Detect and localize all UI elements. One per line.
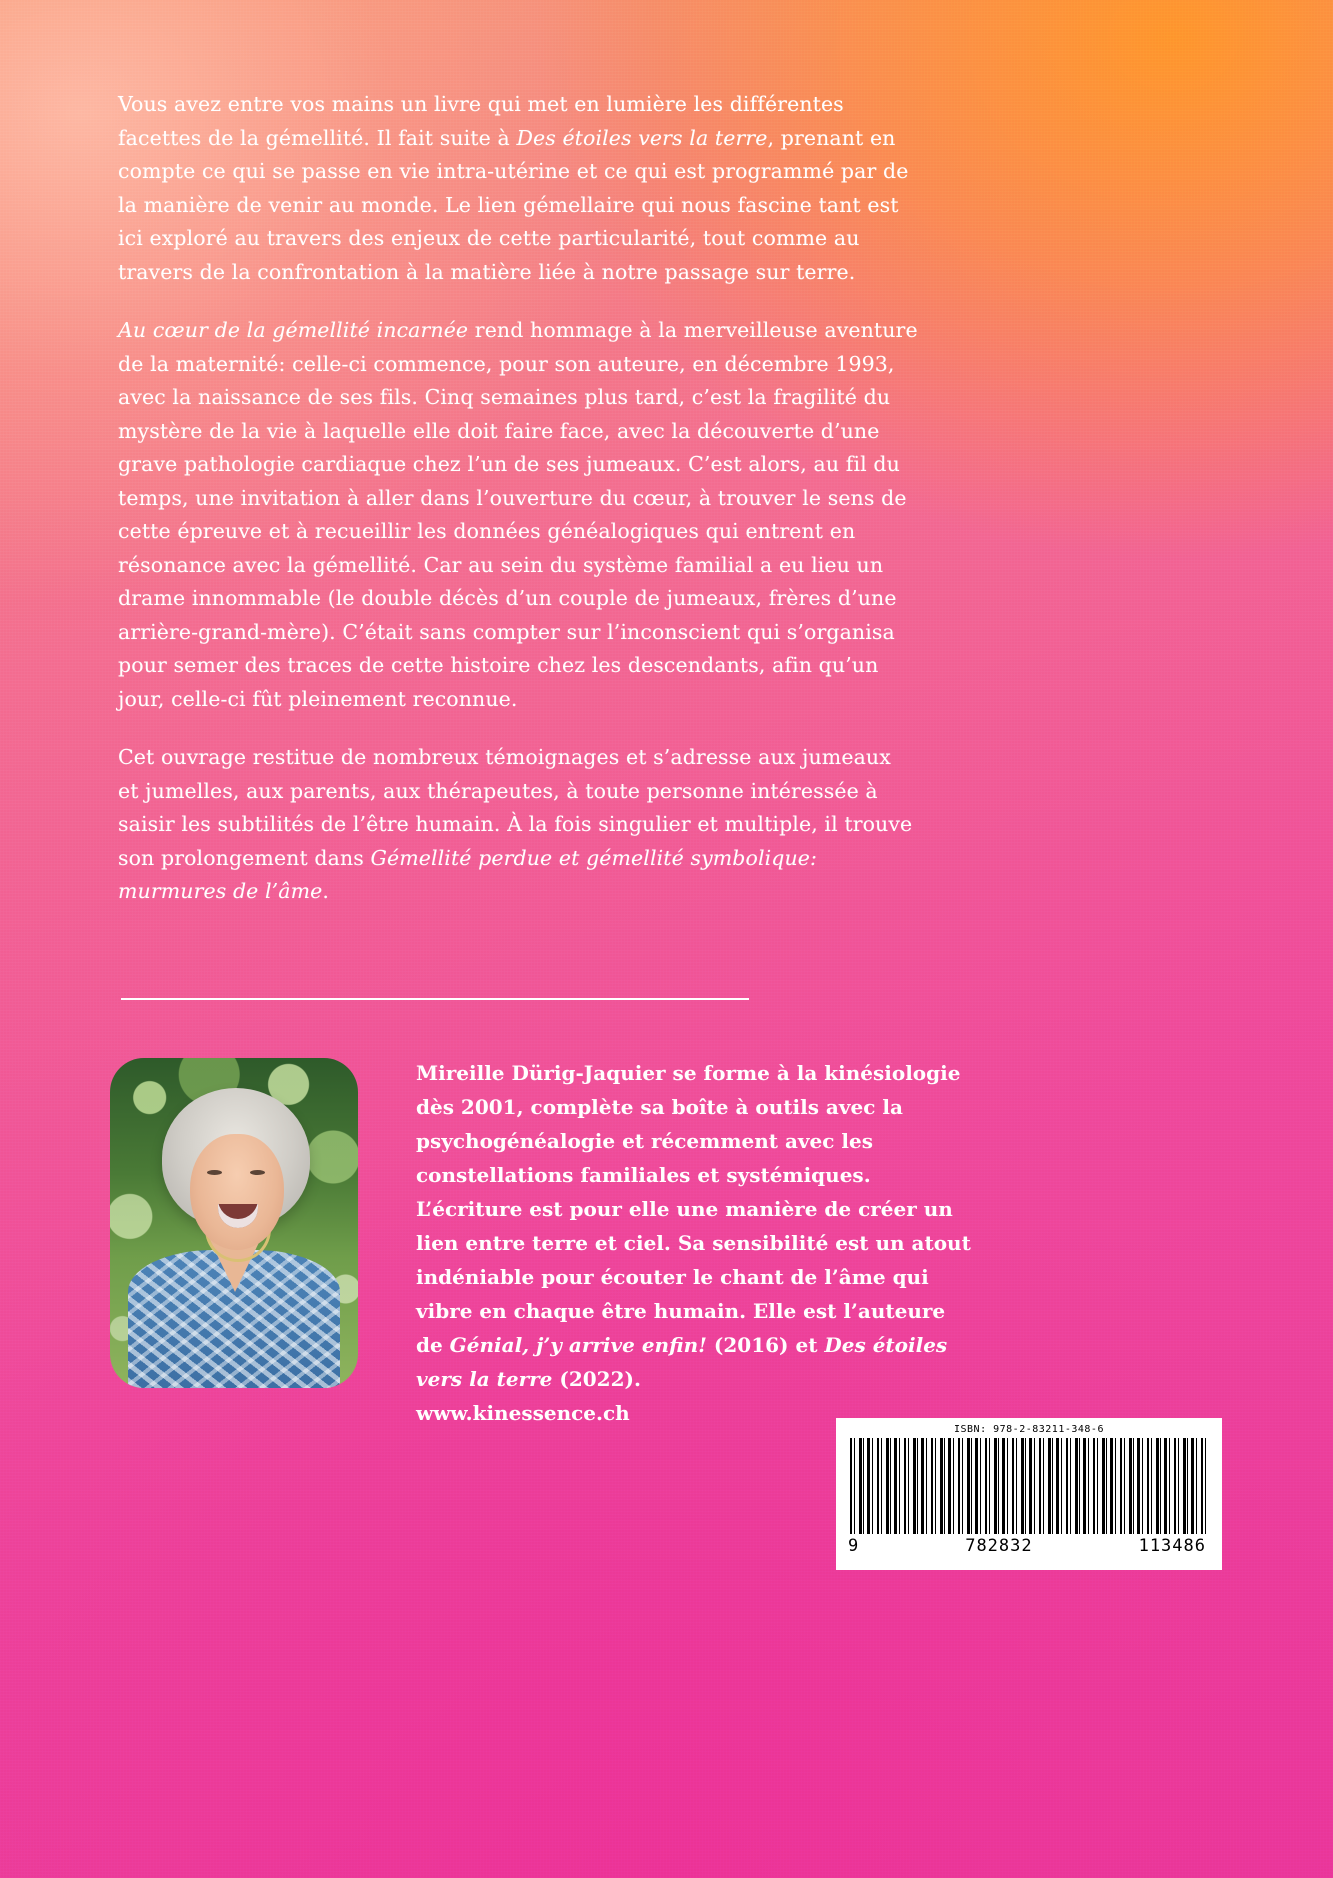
photo-face — [190, 1134, 284, 1250]
author-website[interactable]: www.kinessence.ch — [416, 1401, 630, 1425]
italic-title-run: Gémellité perdue et gémellité symbolique: murmures de l’âme — [118, 845, 818, 903]
italic-title-run: Des étoiles vers la terre — [416, 1333, 948, 1391]
photo-eye-left — [207, 1170, 222, 1175]
barcode-digit-group-1: 782832 — [965, 1536, 1033, 1556]
blurb-paragraph-1 — [118, 88, 918, 289]
text-run: (2022). — [552, 1367, 641, 1391]
italic-title-run: Génial, j’y arrive enfin! — [449, 1333, 707, 1357]
blurb-paragraph-3 — [118, 741, 918, 909]
barcode-digits — [846, 1534, 1212, 1556]
italic-title-run: Au cœur de la gémellité incarnée — [118, 318, 469, 342]
author-biography — [416, 1056, 976, 1430]
author-bio-text — [416, 1061, 971, 1391]
text-run: Vous avez entre vos mains un livre qui met en lumière les différentes facettes de la gémellité. Il fait suite à — [118, 92, 844, 150]
barcode-digit-left: 9 — [848, 1536, 860, 1556]
barcode — [836, 1418, 1222, 1570]
section-divider — [121, 998, 749, 1000]
text-run: Mireille Dürig-Jaquier se forme à la kinésiologie dès 2001, complète sa boîte à outils avec la psychogénéalogie et récemment avec les constellations familiales et systémiques. L’écriture est pour elle une manière de créer un lien entre terre et ciel. Sa sensibilité est un atout indéniable pour écouter le chant de l’âme qui vibre en chaque être humain. Elle est l’auteure de — [416, 1061, 971, 1357]
text-run: , prenant en compte ce qui se passe en vie intra-utérine et ce qui est programmé par de la manière de venir au monde. Le lien gémellaire qui nous fascine tant est ici exploré au travers des enjeux de cette particularité, tout comme au travers de la confrontation à la matière liée à notre passage sur terre. — [118, 125, 909, 284]
text-run: (2016) et — [706, 1333, 825, 1357]
barcode-digit-group-2: 113486 — [1138, 1536, 1206, 1556]
italic-title-run: Des étoiles vers la terre — [516, 125, 768, 150]
author-portrait-photo — [110, 1058, 358, 1388]
barcode-bars — [850, 1438, 1208, 1534]
text-run: Cet ouvrage restitue de nombreux témoignages et s’adresse aux jumeaux et jumelles, aux parents, aux thérapeutes, à toute personne intéressée à saisir les subtilités de l’être humain. À la fois singulier et multiple, il trouve son prolongement dans — [118, 745, 913, 870]
blurb-paragraph-2 — [118, 314, 918, 716]
photo-eye-right — [250, 1170, 265, 1175]
text-run: . — [322, 879, 330, 903]
text-run: rend hommage à la merveilleuse aventure de la maternité: celle-ci commence, pour son auteure, en décembre 1993, avec la naissance de ses fils. Cinq semaines plus tard, c’est la fragilité du mystère de la vie à laquelle elle doit faire face, avec la découverte d’une grave pathologie cardiaque chez l’un de ses jumeaux. C’est alors, au fil du temps, une invitation à aller dans l’ouverture du cœur, à trouver le sens de cette épreuve et à recueillir les données généalogiques qui entrent en résonance avec la gémellité. Car au sein du système familial a eu lieu un drame innommable (le double décès d’un couple de jumeaux, frères d’une arrière-grand-mère). C’était sans compter sur l’inconscient qui s’organisa pour semer des traces de cette histoire chez les descendants, afin qu’un jour, celle-ci fût pleinement reconnue. — [118, 318, 918, 711]
blurb-text — [118, 88, 918, 934]
barcode-isbn-text: ISBN: 978-2-83211-348-6 — [954, 1424, 1104, 1435]
